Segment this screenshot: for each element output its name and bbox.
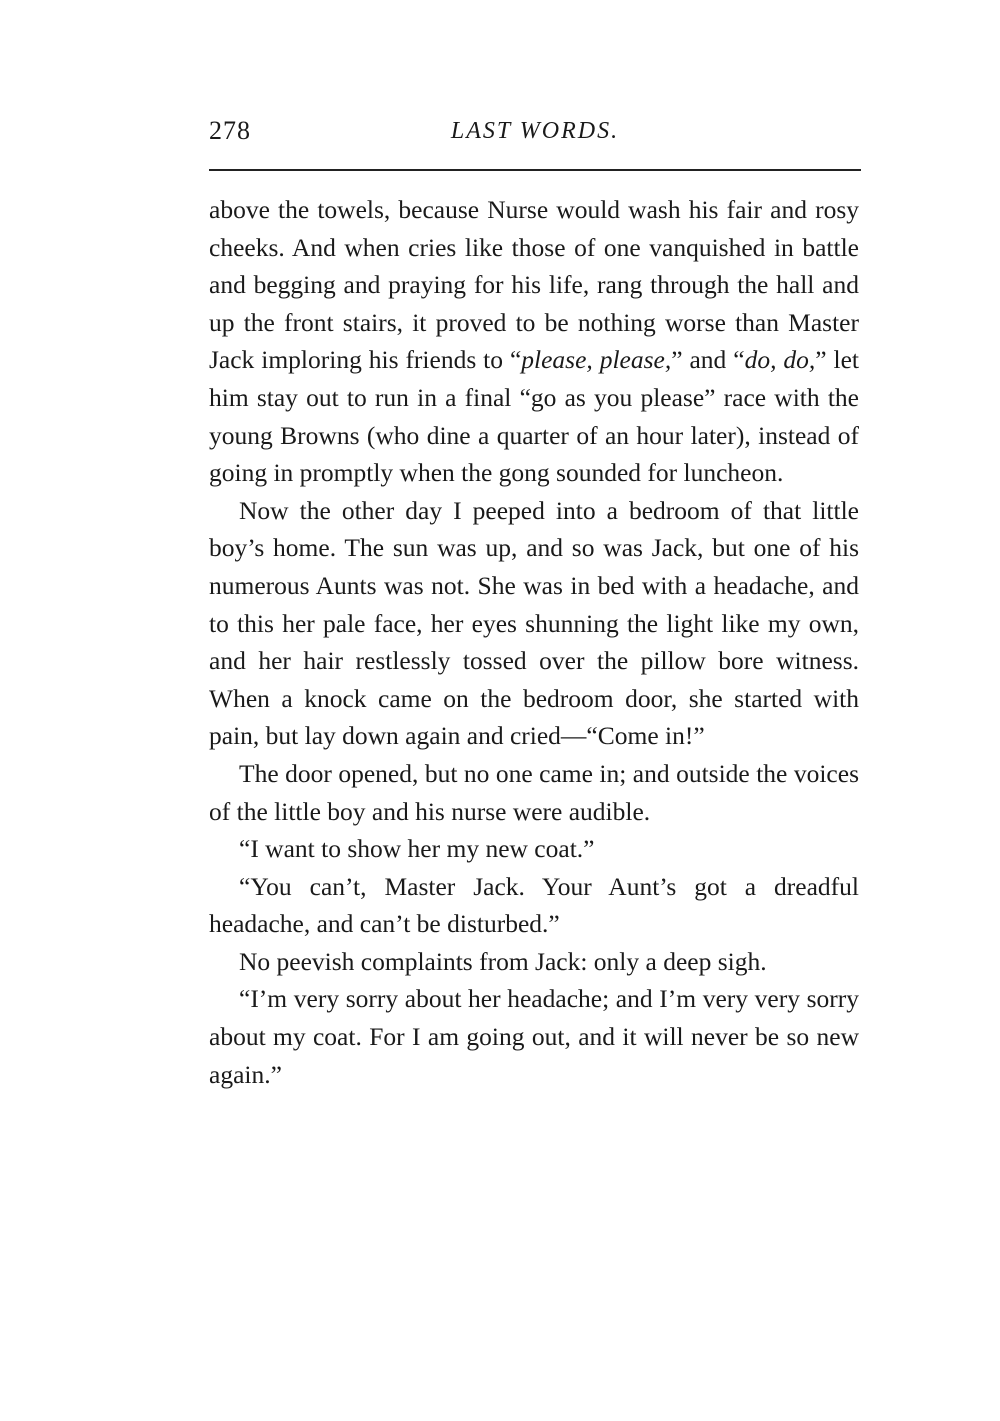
running-title: LAST WORDS. — [450, 118, 620, 144]
body-text — [209, 191, 859, 1093]
paragraph-text: ” let him stay out to run in a final “go as you please” race with the young Browns (who dine a quarter of an hour later), instead of going in promptly when the gong sounded for luncheon. — [209, 345, 859, 488]
header-rule — [209, 169, 861, 171]
paragraph-text: above the towels, because Nurse would wash his fair and rosy cheeks. And when cries like those of one vanquished in battle and begging and praying for his life, rang through the hall and up the front stairs, it proved to be nothing worse than Master Jack imploring his friends to “ — [209, 195, 859, 375]
page-header — [209, 116, 861, 160]
paragraph: Now the other day I peeped into a bedroom of that little boy’s home. The sun was up, and so was Jack, but one of his numerous Aunts was not. She was in bed with a headache, and to this her pale face, her eyes shunning the light like my own, and her hair restlessly tossed over the pillow bore witness. When a knock came on the bedroom door, she started with pain, but lay down again and cried—“Come in!” — [209, 495, 859, 751]
dialogue-line: “I’m very sorry about her headache; and I’m very very sorry about my coat. For I am going out, and it will never be so new again.” — [209, 984, 859, 1089]
paragraph-continued — [209, 191, 859, 492]
italic-text: do, do, — [744, 345, 816, 375]
dialogue-line: “I want to show her my new coat.” — [239, 834, 595, 864]
paragraph: The door opened, but no one came in; and outside the voices of the little boy and his nurse were audible. — [209, 758, 859, 826]
paragraph: No peevish complaints from Jack: only a deep sigh. — [239, 946, 767, 976]
page-number: 278 — [209, 116, 251, 145]
dialogue-line: “You can’t, Master Jack. Your Aunt’s got a dreadful headache, and can’t be disturbed.” — [209, 871, 859, 939]
italic-text: please, please, — [521, 345, 672, 375]
paragraph-text: ” and “ — [671, 345, 745, 375]
